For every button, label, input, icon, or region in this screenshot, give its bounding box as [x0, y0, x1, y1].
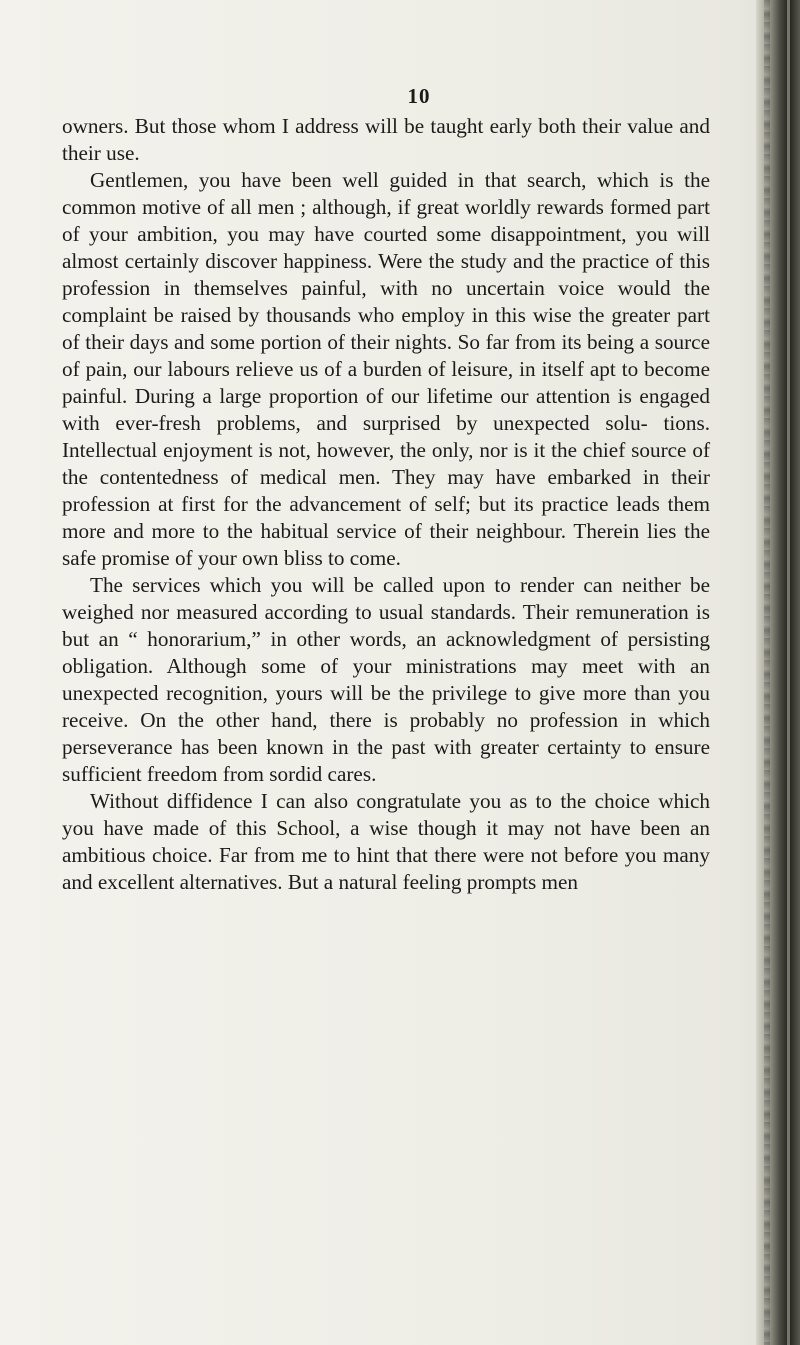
paragraph: The services which you will be called upon to render can neither be weighed nor measured according to usual standards. Their remuneration is but an “ honorarium,” in other words, an acknowledgment of persisting obligation. Although some of your ministrations may meet with an unexpected recognition, yours will be the privilege to give more than you receive. On the other hand, there is probably no profession in which perseverance has been known in the past with greater certainty to ensure sufficient freedom from sordid cares. — [62, 573, 710, 786]
paragraph: Without diffidence I can also congratulate you as to the choice which you have made of this School, a wise though it may not have been an ambitious choice. Far from me to hint that there were not before you many and excellent alternatives. But a natural feeling prompts men — [62, 789, 710, 894]
page-number: 10 — [407, 84, 431, 108]
book-binding-edge — [756, 0, 800, 1345]
paragraph: owners. But those whom I address will be taught early both their value and their use. — [62, 114, 710, 165]
body-text — [62, 113, 710, 896]
paragraph: Gentlemen, you have been well guided in that search, which is the common motive of all men ; although, if great worldly rewards formed part of your ambition, you may have courted some disappointment, you will almost certainly discover happiness. Were the study and the practice of this profession in themselves painful, with no uncertain voice would the complaint be raised by thousands who employ in this wise the greater part of their days and some portion of their nights. So far from its being a source of pain, our labours relieve us of a burden of leisure, in itself apt to become painful. During a large proportion of our lifetime our attention is engaged with ever-fresh problems, and surprised by unexpected solu- tions. Intellectual enjoyment is not, however, the only, nor is it the chief source of the contentedness of medical men. They may have embarked in their profession at first for the advancement of self; but its practice leads them more and more to the habitual service of their neighbour. Therein lies the safe promise of your own bliss to come. — [62, 168, 710, 570]
